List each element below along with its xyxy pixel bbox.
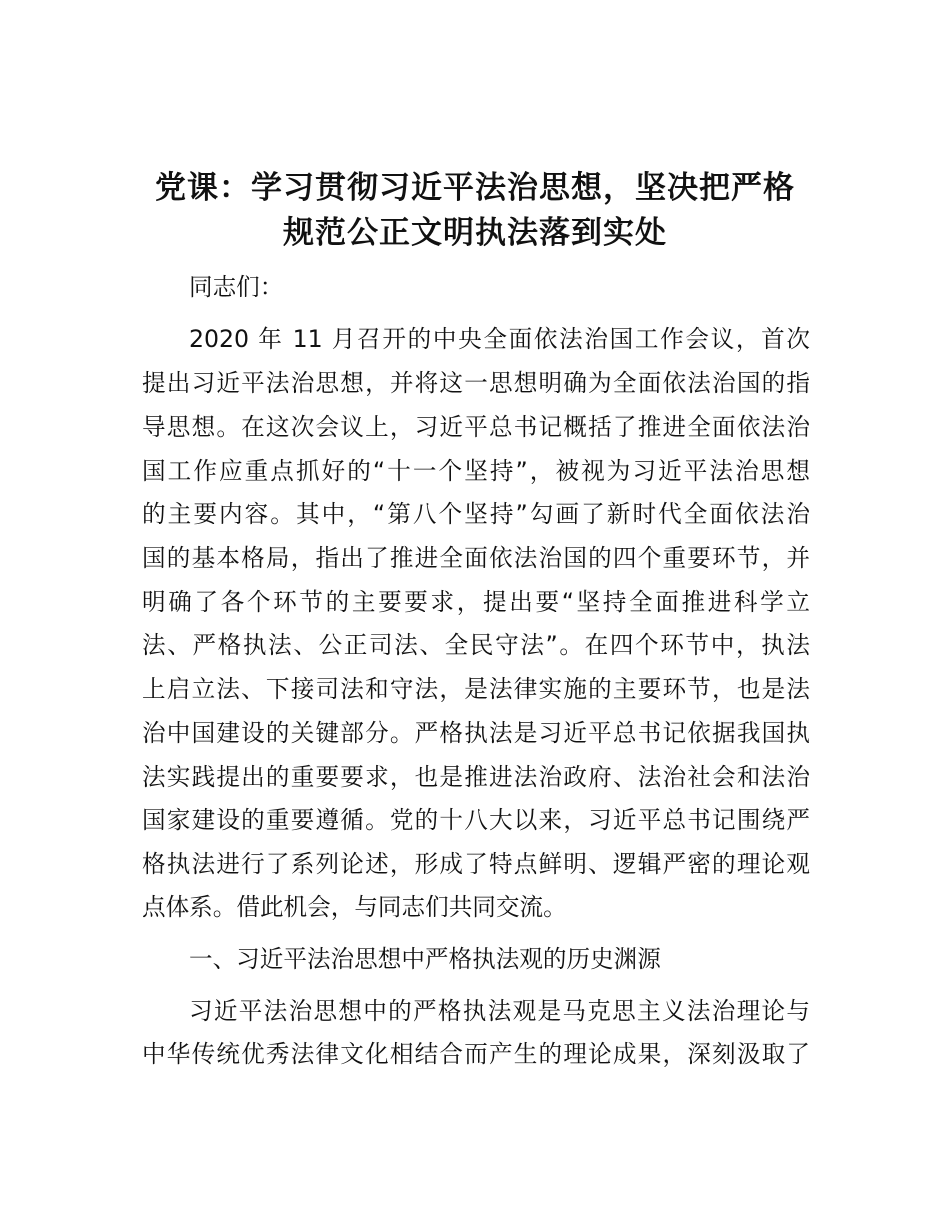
paragraph-2-line: 中华传统优秀法律文化相结合而产生的理论成果，深刻汲取了 — [142, 1040, 810, 1068]
paragraph-1-line: 点体系。借此机会，与同志们共同交流。 — [142, 893, 567, 921]
document-title-line-1: 党课：学习贯彻习近平法治思想，坚决把严格 — [155, 170, 795, 206]
paragraph-1-line: 提出习近平法治思想，并将这一思想明确为全面依法治国的指 — [142, 369, 810, 397]
paragraph-1-line: 治中国建设的关键部分。严格执法是习近平总书记依据我国执 — [142, 719, 810, 747]
paragraph-1-line: 上启立法、下接司法和守法，是法律实施的主要环节，也是法 — [142, 675, 810, 703]
salutation: 同志们： — [189, 273, 284, 301]
paragraph-1-line: 明确了各个环节的主要要求，提出要“坚持全面推进科学立 — [142, 588, 810, 616]
paragraph-1-line: 国工作应重点抓好的“十一个坚持”，被视为习近平法治思想 — [142, 457, 810, 485]
paragraph-1-line: 国家建设的重要遵循。党的十八大以来，习近平总书记围绕严 — [142, 806, 810, 834]
paragraph-1-line: 2020 年 11 月召开的中央全面依法治国工作会议，首次 — [189, 325, 810, 353]
paragraph-1-line: 法、严格执法、公正司法、全民守法”。在四个环节中，执法 — [142, 631, 810, 659]
section-1-heading: 一、习近平法治思想中严格执法观的历史渊源 — [189, 945, 661, 973]
paragraph-2-line: 习近平法治思想中的严格执法观是马克思主义法治理论与 — [189, 997, 810, 1025]
paragraph-1-line: 法实践提出的重要要求，也是推进法治政府、法治社会和法治 — [142, 763, 810, 791]
paragraph-1-line: 格执法进行了系列论述，形成了特点鲜明、逻辑严密的理论观 — [142, 850, 810, 878]
paragraph-1-line: 导思想。在这次会议上，习近平总书记概括了推进全面依法治 — [142, 413, 810, 441]
document-title-line-2: 规范公正文明执法落到实处 — [283, 215, 667, 251]
paragraph-1-line: 国的基本格局，指出了推进全面依法治国的四个重要环节，并 — [142, 544, 810, 572]
paragraph-1-line: 的主要内容。其中，“第八个坚持”勾画了新时代全面依法治 — [142, 500, 810, 528]
